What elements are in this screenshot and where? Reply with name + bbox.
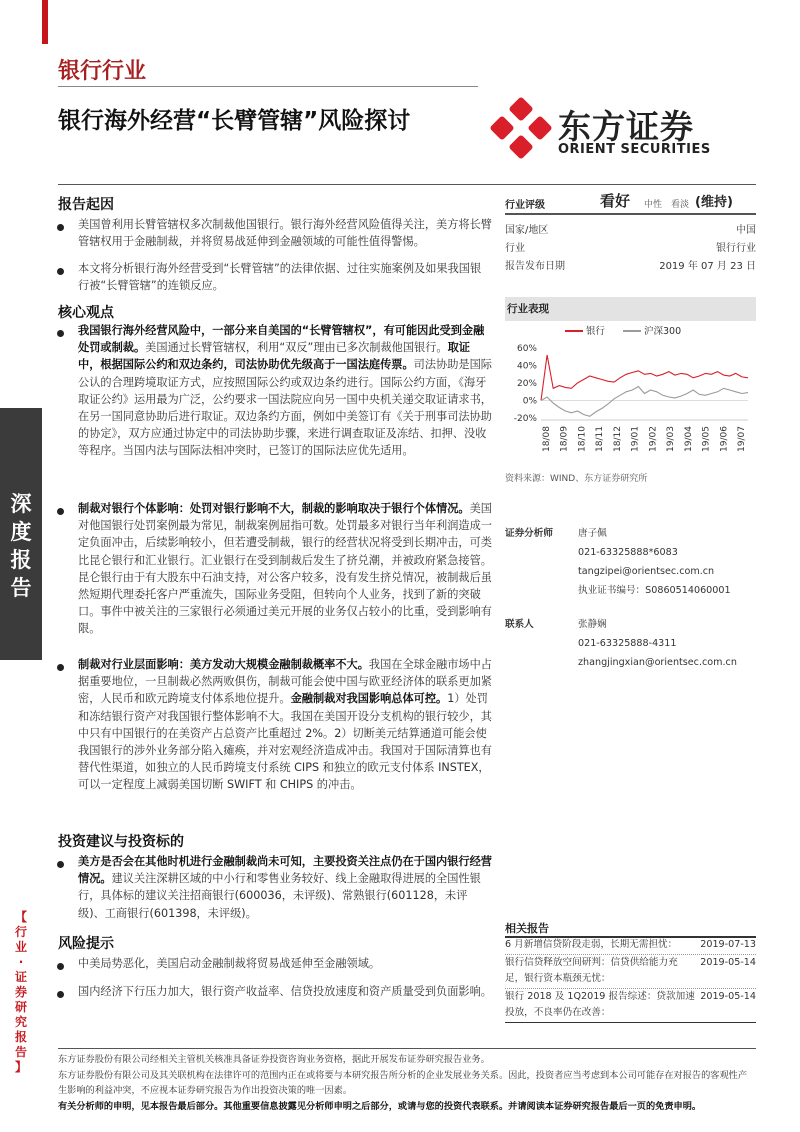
related-item[interactable] (505, 989, 756, 1021)
contact-email[interactable]: zhangjingxian@orientsec.com.cn (578, 657, 737, 668)
bullet-icon (57, 861, 64, 868)
analyst-label: 证券分析师 (505, 528, 553, 539)
side-char: 度 (10, 520, 32, 544)
side-char: 业 (14, 940, 27, 954)
related-item-title: 投放，不良率仍在改善： (505, 1007, 611, 1018)
core-point-2-text: 美国对他国银行处罚案例最为常见，制裁案例屈指可数。处罚最多对银行当年利润造成一定负面冲击，后续影响较小，但若遭受制裁，银行的经营状况将受到长期冲击，可类比昆仑银行和汇业银行。汇业银行在受到制裁后发生了挤兑潮，并被政府紧急接管。昆仑银行由于有大股东中石油支持，对公客户较多，没有发生挤兑情况，被制裁后虽然短期代理委托客户严重流失，国际业务受阻，但转向个人业务，找到了新的突破口。事件中被关注的三家银行必须通过美元开展的业务仅占较小的比重，受到影响有限。 (78, 502, 492, 636)
invest-point (78, 853, 492, 922)
footer-line-2: 东方证券股份有限公司及其关联机构在法律许可的范围内正在或将要与本研究报告所分析的企业发展业务关系。因此，投资者应当考虑到本公司可能存在对报告的客观性产生影响的利益冲突，不应视本证券研究报告为作出投资决策的唯一因素。 (58, 1070, 748, 1096)
x-tick-label: 19/01 (630, 426, 641, 452)
rating-neutral: 中性 (644, 200, 663, 210)
side-char: 证 (14, 970, 27, 984)
side-char: 究 (14, 1015, 27, 1029)
related-item-title: 银行信贷释放空间研判：信贷供给能力充 (505, 957, 678, 968)
side-char: 行 (14, 925, 27, 939)
x-tick-label: 19/06 (719, 426, 730, 452)
footer-line-3: 有关分析师的申明，见本报告最后部分。其他重要信息披露见分析师申明之后部分，或请与您的投资代表联系。并请阅读本证券研究报告最后一页的免责申明。 (58, 1101, 702, 1112)
origin-item: 本文将分析银行海外经营受到“长臂管辖”的法律依据、过往实施案例及如果我国银行被“长臂管辖”的连锁反应。 (78, 262, 482, 293)
core-point-3-bold: 制裁对行业层面影响：美方发动大规模金融制裁概率不大。 (78, 658, 369, 671)
info-key: 国家/地区 (505, 225, 549, 236)
bullet-icon (57, 508, 64, 515)
section-title-risk: 风险提示 (58, 936, 114, 952)
header-bottom-divider (58, 184, 756, 185)
rating-keep: (维持) (695, 195, 733, 210)
y-tick-label: 60% (516, 344, 537, 354)
related-item-date: 2019-05-14 (700, 957, 756, 968)
x-tick-label: 18/08 (542, 426, 552, 452)
side-char: 告 (10, 576, 32, 600)
logo-diamond (490, 115, 515, 140)
bullet-icon (57, 664, 64, 671)
info-row-industry (505, 239, 756, 254)
section-title-invest: 投资建议与投资标的 (58, 834, 184, 850)
side-char: 报 (14, 1030, 27, 1044)
related-item-title: 银行 2018 及 1Q2019 报告综述：贷款加速 (505, 991, 695, 1002)
logo-text-cn: 东方证券 (558, 107, 694, 146)
x-tick-label: 18/10 (577, 426, 588, 452)
related-bottom-divider (505, 1022, 756, 1023)
logo-diamond (508, 134, 533, 159)
origin-item: 美国曾利用长臂管辖权多次制裁他国银行。银行海外经营风险值得关注，美方将长臂管辖权用于金融制裁，并将贸易战延伸到金融领域的可能性值得警惕。 (78, 218, 492, 249)
related-item-date: 2019-05-14 (700, 991, 756, 1002)
invest-point-text: 建议关注深耕区域的中小行和零售业务较好、线上金融取得进展的全国性银行，具体标的建议关注招商银行(600036，未评级)、常熟银行(601128，未评级)、工商银行(601398，未评级)。 (78, 872, 481, 920)
related-item[interactable] (505, 937, 756, 953)
bullet-icon (57, 330, 64, 337)
info-key: 行业 (505, 243, 525, 254)
related-item-title: 6 月新增信贷阶段走弱，长期无需担忧： (505, 939, 678, 950)
y-tick-label: 0% (522, 396, 537, 407)
bullet-icon (57, 963, 64, 970)
x-tick-label: 18/12 (612, 426, 623, 452)
side-char: 券 (14, 985, 27, 999)
bullet-icon (57, 991, 64, 998)
series-line (541, 387, 748, 417)
x-tick-label: 18/09 (559, 426, 570, 452)
x-tick-label: 18/11 (595, 426, 606, 452)
footer-line-1: 东方证券股份有限公司经相关主管机关核准具备证券投资咨询业务资格，据此开展发布证券研究报告业务。 (58, 1054, 490, 1065)
performance-chart (505, 322, 756, 468)
core-point-1-bold2: 取证中，根据国际公约和双边条约，司法协助优先级高于一国法庭传票。 (78, 341, 470, 372)
x-tick-label: 19/03 (666, 426, 677, 452)
core-point-3 (78, 656, 492, 794)
side-char: · (18, 955, 24, 969)
related-item-title: 足，银行资本瓶颈无忧： (505, 973, 611, 984)
related-item-date: 2019-07-13 (700, 939, 756, 950)
header-divider (58, 86, 478, 87)
side-char: 【 (14, 910, 27, 924)
analyst-name: 唐子佩 (578, 528, 607, 539)
bullet-icon (57, 224, 64, 231)
core-point-2 (78, 500, 492, 638)
top-accent-bar (42, 0, 48, 44)
x-tick-label: 19/04 (683, 426, 694, 452)
core-point-3-text: 我国在全球金融市场中占据重要地位，一旦制裁必然两败俱伤，制裁可能会使中国与欧亚经济体的联系更加紧密，人民币和欧元跨境支付体系地位提升。 (78, 658, 492, 706)
rating-bearish: 看淡 (671, 200, 690, 210)
related-item[interactable] (505, 955, 756, 987)
risk-item: 国内经济下行压力加大，银行资产收益率、信贷投放速度和资产质量受到负面影响。 (78, 985, 492, 998)
y-tick-label: 20% (516, 379, 537, 389)
y-tick-label: -20% (513, 414, 537, 424)
core-point-1-text2: 司法协助是国际公认的合理跨境取证方式，应按照国际公约或双边条约进行。国际公约方面，《海牙取证公约》运用最为广泛，公约要求一国法院应向另一国中央机关递交取证请求书，在另一国同意协助后进行取证。双边条约方面，例如中美签订有《关于刑事司法协助的协定》，双方应通过协定中的司法协助步骤，来进行调查取证及冻结、扣押、没收等程序。当国内法与国际法相冲突时，已签订的国际法应优先适用。 (78, 358, 492, 458)
side-label-industry-report (6, 910, 36, 1075)
logo-diamond (508, 97, 533, 122)
x-tick-label: 19/05 (701, 426, 712, 452)
side-char: 报 (10, 548, 32, 572)
x-tick-label: 19/07 (737, 426, 747, 452)
section-title-origin: 报告起因 (58, 197, 114, 213)
logo-diamond (527, 115, 552, 140)
legend-label: 沪深300 (644, 326, 682, 337)
analyst-email[interactable]: tangzipei@orientsec.com.cn (578, 566, 715, 577)
logo-text-en: ORIENT SECURITIES (558, 142, 711, 157)
core-point-1 (78, 322, 492, 460)
analyst-cert: 执业证书编号：S0860514060001 (578, 585, 731, 596)
footer-divider (58, 1048, 756, 1049)
performance-header (505, 297, 756, 321)
side-char: 】 (14, 1060, 27, 1074)
orient-logo-icon (490, 97, 552, 159)
risk-item: 中美局势恶化，美国启动金融制裁将贸易战延伸至金融领域。 (78, 957, 381, 970)
bullet-icon (57, 268, 64, 275)
core-point-3-text2: 1）处罚和冻结银行资产对我国银行整体影响不大。我国在美国开设分支机构的银行较少，其中只有中国银行的在美资产占总资产比重超过 2%。2）切断美元结算通道可能会使我国银行的涉外业务部分陷入瘫痪，并对宏观经济造成冲击。我国对于国际清算也有替代性渠道，如独立的人民币跨境支付系统 CIPS 和独立的欧元支付体系 INSTEX，可以一定程度上减弱美国切断 SWIFT 和 CHIPS 的冲击。 (78, 692, 492, 792)
info-row-region (505, 221, 756, 236)
side-char: 告 (14, 1045, 27, 1059)
info-row-date (505, 257, 756, 272)
section-title-core: 核心观点 (58, 305, 114, 321)
sector-label: 银行行业 (58, 59, 147, 84)
contact-phone: 021-63325888-4311 (578, 638, 677, 649)
performance-title: 行业表现 (507, 303, 549, 315)
contact-label: 联系人 (505, 619, 534, 630)
rating-divider (505, 213, 756, 215)
invest-point-bold: 美方是否会在其他时机进行金融制裁尚未可知，主要投资关注点仍在于国内银行经营情况。 (78, 855, 492, 886)
analyst-phone: 021-63325888*6083 (578, 547, 678, 558)
related-title: 相关报告 (505, 922, 549, 935)
info-value: 2019 年 07 月 23 日 (659, 261, 756, 272)
page-title: 银行海外经营“长臂管辖”风险探讨 (58, 108, 411, 134)
rating-label: 行业评级 (505, 200, 545, 211)
info-value: 银行行业 (716, 243, 756, 254)
side-char: 深 (10, 492, 32, 516)
info-value: 中国 (736, 225, 756, 236)
side-label-deep-report (0, 490, 42, 602)
core-point-1-bold: 我国银行海外经营风险中，一部分来自美国的“长臂管辖权”，有可能因此受到金融处罚或制裁。 (78, 324, 485, 355)
x-tick-label: 19/02 (648, 426, 659, 452)
core-point-1-text: 美国通过长臂管辖权，利用“双反”理由已多次制裁他国银行。 (145, 341, 448, 355)
side-char: 研 (14, 1000, 27, 1014)
info-key: 报告发布日期 (505, 261, 565, 272)
legend-label: 银行 (586, 326, 606, 337)
chart-source: 资料来源：WIND、东方证券研究所 (505, 474, 648, 484)
core-point-2-bold: 制裁对银行个体影响：处罚对银行影响不大，制裁的影响取决于银行个体情况。 (78, 502, 470, 515)
contact-name: 张静娴 (578, 619, 607, 630)
rating-value: 看好 (600, 192, 631, 210)
core-point-3-bold2: 金融制裁对我国影响总体可控。 (290, 692, 448, 706)
y-tick-label: 40% (516, 361, 537, 372)
